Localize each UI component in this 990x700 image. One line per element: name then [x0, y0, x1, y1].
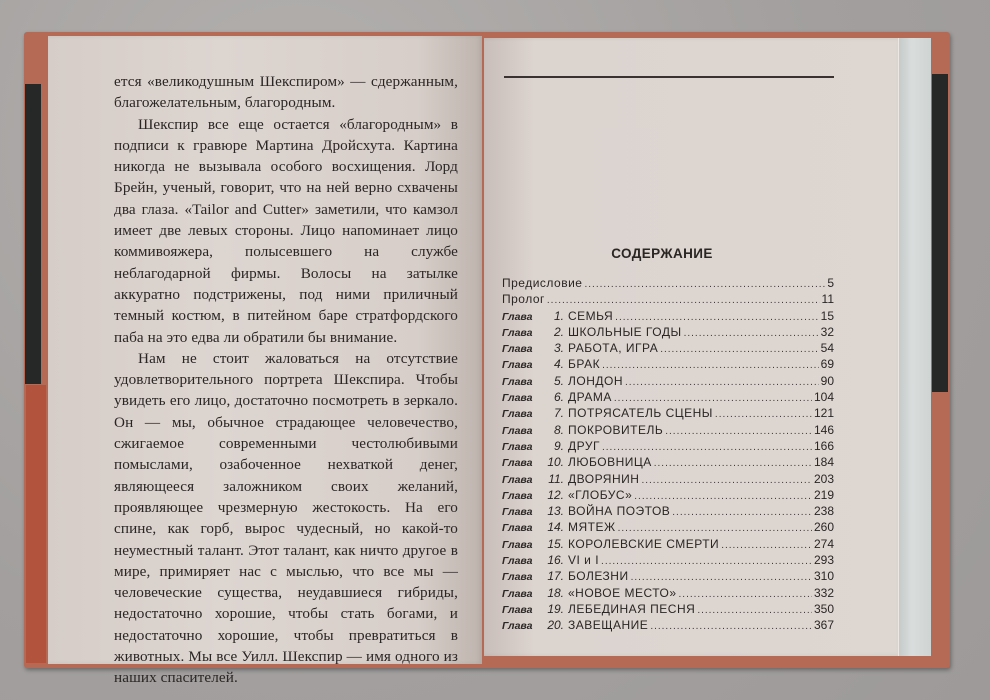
toc-entry [502, 309, 834, 325]
toc-leader-dots [601, 556, 812, 567]
toc-chapter-label: Глава [502, 522, 533, 535]
toc-entry [502, 292, 834, 308]
toc-leader-dots [625, 377, 819, 388]
toc-chapter-label: Глава [502, 506, 533, 519]
toc-entry-title: ЛОНДОН [568, 373, 624, 388]
toc-entry [502, 488, 834, 504]
toc-leader-dots [615, 312, 818, 323]
toc-leader-dots [584, 279, 825, 290]
toc-entry-title: ДРАМА [568, 390, 612, 405]
toc-entry-title: СЕМЬЯ [568, 308, 614, 323]
toc-entry-title: ВОЙНА ПОЭТОВ [568, 504, 671, 519]
toc-leader-dots [672, 507, 812, 518]
toc-chapter-number: 4. [553, 357, 564, 372]
toc-chapter-number: 5. [553, 373, 564, 388]
toc-entry [502, 569, 834, 585]
left-page-text [114, 71, 458, 689]
toc-chapter-label: Глава [502, 587, 533, 600]
toc-entry-title: «ГЛОБУС» [568, 487, 633, 502]
toc-chapter-number: 15. [547, 536, 564, 551]
toc-leader-dots [697, 605, 812, 616]
toc-chapter-number: 20. [547, 618, 564, 633]
toc-page-number: 146 [813, 422, 834, 437]
paragraph: Шекспир все еще остается «благородным» в подписи к гравюре Мартина Дройсхута. Картина никогда не вызывала особого восхищения. Лорд Брейн, ученый, говорит, что на ней верно схвачены два глаза. «Tailor and Cutter» заметили, что камзол имеет две левых стороны. Лицо напоминает лицо коммивояжера, полысевшего на службе неблагодарной фирмы. Волосы на затылке аккуратно подстрижены, под ними приличный темный костюм, в питейном баре стратфордского паба на это едва ли обратили бы внимание. [114, 115, 458, 346]
toc-leader-dots [650, 621, 812, 632]
toc-chapter-label: Глава [502, 408, 533, 421]
toc-entry-title: РАБОТА, ИГРА [568, 341, 659, 356]
toc-leader-dots [715, 409, 812, 420]
toc-chapter-number: 7. [553, 406, 564, 421]
toc-chapter-number: 14. [547, 520, 564, 535]
toc-entry-title: КОРОЛЕВСКИЕ СМЕРТИ [568, 536, 720, 551]
toc-page-number: 332 [813, 585, 834, 600]
toc-page-number: 104 [813, 390, 834, 405]
toc-chapter-number: 17. [547, 569, 564, 584]
toc-leader-dots [721, 540, 812, 551]
toc-entry-title: «НОВОЕ МЕСТО» [568, 585, 677, 600]
toc-entry [502, 390, 834, 406]
toc-entry [502, 455, 834, 471]
toc-chapter-number: 2. [553, 324, 564, 339]
toc-leader-dots [602, 360, 819, 371]
toc-chapter-number: 9. [553, 438, 564, 453]
toc-chapter-label: Глава [502, 473, 533, 486]
page-stack-edge [898, 38, 931, 656]
toc-page-number: 274 [813, 536, 834, 551]
toc-chapter-label: Глава [502, 489, 533, 502]
toc-chapter-number: 10. [547, 455, 564, 470]
toc-leader-dots [665, 426, 812, 437]
toc-chapter-label: Глава [502, 620, 533, 633]
toc-chapter-label: Глава [502, 375, 533, 388]
toc-entry-title: ЛЮБОВНИЦА [568, 455, 652, 470]
toc-entry [502, 520, 834, 536]
toc-page-number: 219 [813, 487, 834, 502]
toc-page-number: 293 [813, 553, 834, 568]
toc-chapter-number: 3. [553, 341, 564, 356]
toc-page-number: 32 [820, 324, 834, 339]
toc-entry [502, 357, 834, 373]
toc-entry [502, 276, 834, 292]
cover-black-band-right [932, 74, 948, 392]
toc-leader-dots [631, 572, 812, 583]
toc-chapter-number: 1. [553, 308, 564, 323]
toc-entry [502, 406, 834, 422]
toc-entry [502, 439, 834, 455]
toc-chapter-label: Глава [502, 359, 533, 372]
toc-entry-title: Предисловие [502, 276, 583, 290]
toc-leader-dots [660, 344, 818, 355]
toc-entry [502, 341, 834, 357]
toc-leader-dots [602, 442, 812, 453]
toc-entry-title: БРАК [568, 357, 601, 372]
toc-chapter-label: Глава [502, 310, 533, 323]
toc-chapter-number: 12. [547, 487, 564, 502]
toc-chapter-number: 6. [553, 390, 564, 405]
toc-chapter-label: Глава [502, 603, 533, 616]
toc-page-number: 90 [820, 373, 834, 388]
header-rule [504, 76, 834, 78]
toc-chapter-number: 11. [548, 471, 564, 486]
toc-entry-title: ЛЕБЕДИНАЯ ПЕСНЯ [568, 601, 696, 616]
toc-entry-title: ЗАВЕЩАНИЕ [568, 618, 649, 633]
toc-entry [502, 325, 834, 341]
toc-entry-title: VI и I [568, 553, 600, 568]
toc-leader-dots [679, 589, 812, 600]
toc-chapter-label: Глава [502, 555, 533, 568]
toc-entry [502, 553, 834, 569]
toc-page-number: 367 [813, 618, 834, 633]
toc-page-number: 166 [813, 438, 834, 453]
table-of-contents [502, 276, 834, 635]
toc-chapter-label: Глава [502, 326, 533, 339]
toc-entry-title: ПОТРЯСАТЕЛЬ СЦЕНЫ [568, 406, 713, 421]
toc-chapter-label: Глава [502, 457, 533, 470]
toc-entry-title: ДРУГ [568, 438, 600, 453]
paragraph: ется «великодушным Шекспиром» — сдержанным, благожелательным, благородным. [114, 73, 458, 112]
toc-chapter-number: 16. [547, 553, 564, 568]
toc-entry [502, 586, 834, 602]
toc-page-number: 54 [820, 341, 834, 356]
toc-chapter-number: 18. [547, 585, 564, 600]
toc-chapter-label: Глава [502, 571, 533, 584]
toc-chapter-number: 19. [547, 601, 564, 616]
toc-page-number: 310 [813, 569, 834, 584]
toc-page-number: 69 [820, 357, 834, 372]
toc-chapter-label: Глава [502, 440, 533, 453]
toc-entry [502, 472, 834, 488]
toc-page-number: 184 [813, 455, 834, 470]
toc-chapter-label: Глава [502, 538, 533, 551]
toc-page-number: 203 [813, 471, 834, 486]
toc-chapter-label: Глава [502, 424, 533, 437]
toc-chapter-label: Глава [502, 343, 533, 356]
toc-page-number: 5 [827, 276, 834, 290]
toc-entry [502, 374, 834, 390]
toc-leader-dots [654, 458, 812, 469]
cover-red-edge-left [26, 385, 46, 663]
cover-black-band-left [25, 84, 41, 384]
toc-entry-title: ДВОРЯНИН [568, 471, 640, 486]
toc-entry [502, 618, 834, 634]
toc-page-number: 15 [820, 308, 834, 323]
toc-leader-dots [641, 475, 812, 486]
toc-page-number: 238 [813, 504, 834, 519]
toc-entry-title: БОЛЕЗНИ [568, 569, 629, 584]
toc-page-number: 260 [813, 520, 834, 535]
toc-entry-title: ШКОЛЬНЫЕ ГОДЫ [568, 324, 682, 339]
toc-leader-dots [547, 295, 820, 306]
toc-chapter-number: 13. [547, 504, 564, 519]
toc-page-number: 350 [813, 601, 834, 616]
toc-leader-dots [684, 328, 819, 339]
toc-entry-title: МЯТЕЖ [568, 520, 616, 535]
toc-chapter-number: 8. [553, 422, 564, 437]
toc-entry [502, 602, 834, 618]
toc-entry-title: ПОКРОВИТЕЛЬ [568, 422, 664, 437]
toc-title: СОДЕРЖАНИЕ [611, 246, 713, 261]
toc-entry [502, 423, 834, 439]
toc-leader-dots [634, 491, 812, 502]
toc-page-number: 11 [821, 292, 834, 307]
toc-leader-dots [614, 393, 812, 404]
toc-page-number: 121 [813, 406, 834, 421]
toc-leader-dots [618, 523, 812, 534]
toc-entry-title: Пролог [502, 292, 545, 307]
toc-entry [502, 504, 834, 520]
toc-entry [502, 537, 834, 553]
toc-chapter-label: Глава [502, 392, 533, 405]
paragraph: Нам не стоит жаловаться на отсутствие удовлетворительного портрета Шекспира. Чтобы увидеть его лицо, достаточно посмотреть в зеркало. Он — мы, обычное страдающее человечество, сжигаемое современными честолюбивыми помыслами, озабоченное нехваткой денег, являющееся заложником своих желаний, проявляющее чрезмерную жестокость. На его спине, как горб, вырос чудесный, но какой-то неуместный талант. Этот талант, как ничто другое в мире, примиряет нас с мыслью, что все мы — человеческие существа, неудавшиеся гибриды, недостаточно хорошие, чтобы стать богами, и недостаточно хорошие, чтобы превратиться в животных. Мы все Уилл. Шекспир — имя одного из наших спасителей. [114, 349, 458, 687]
